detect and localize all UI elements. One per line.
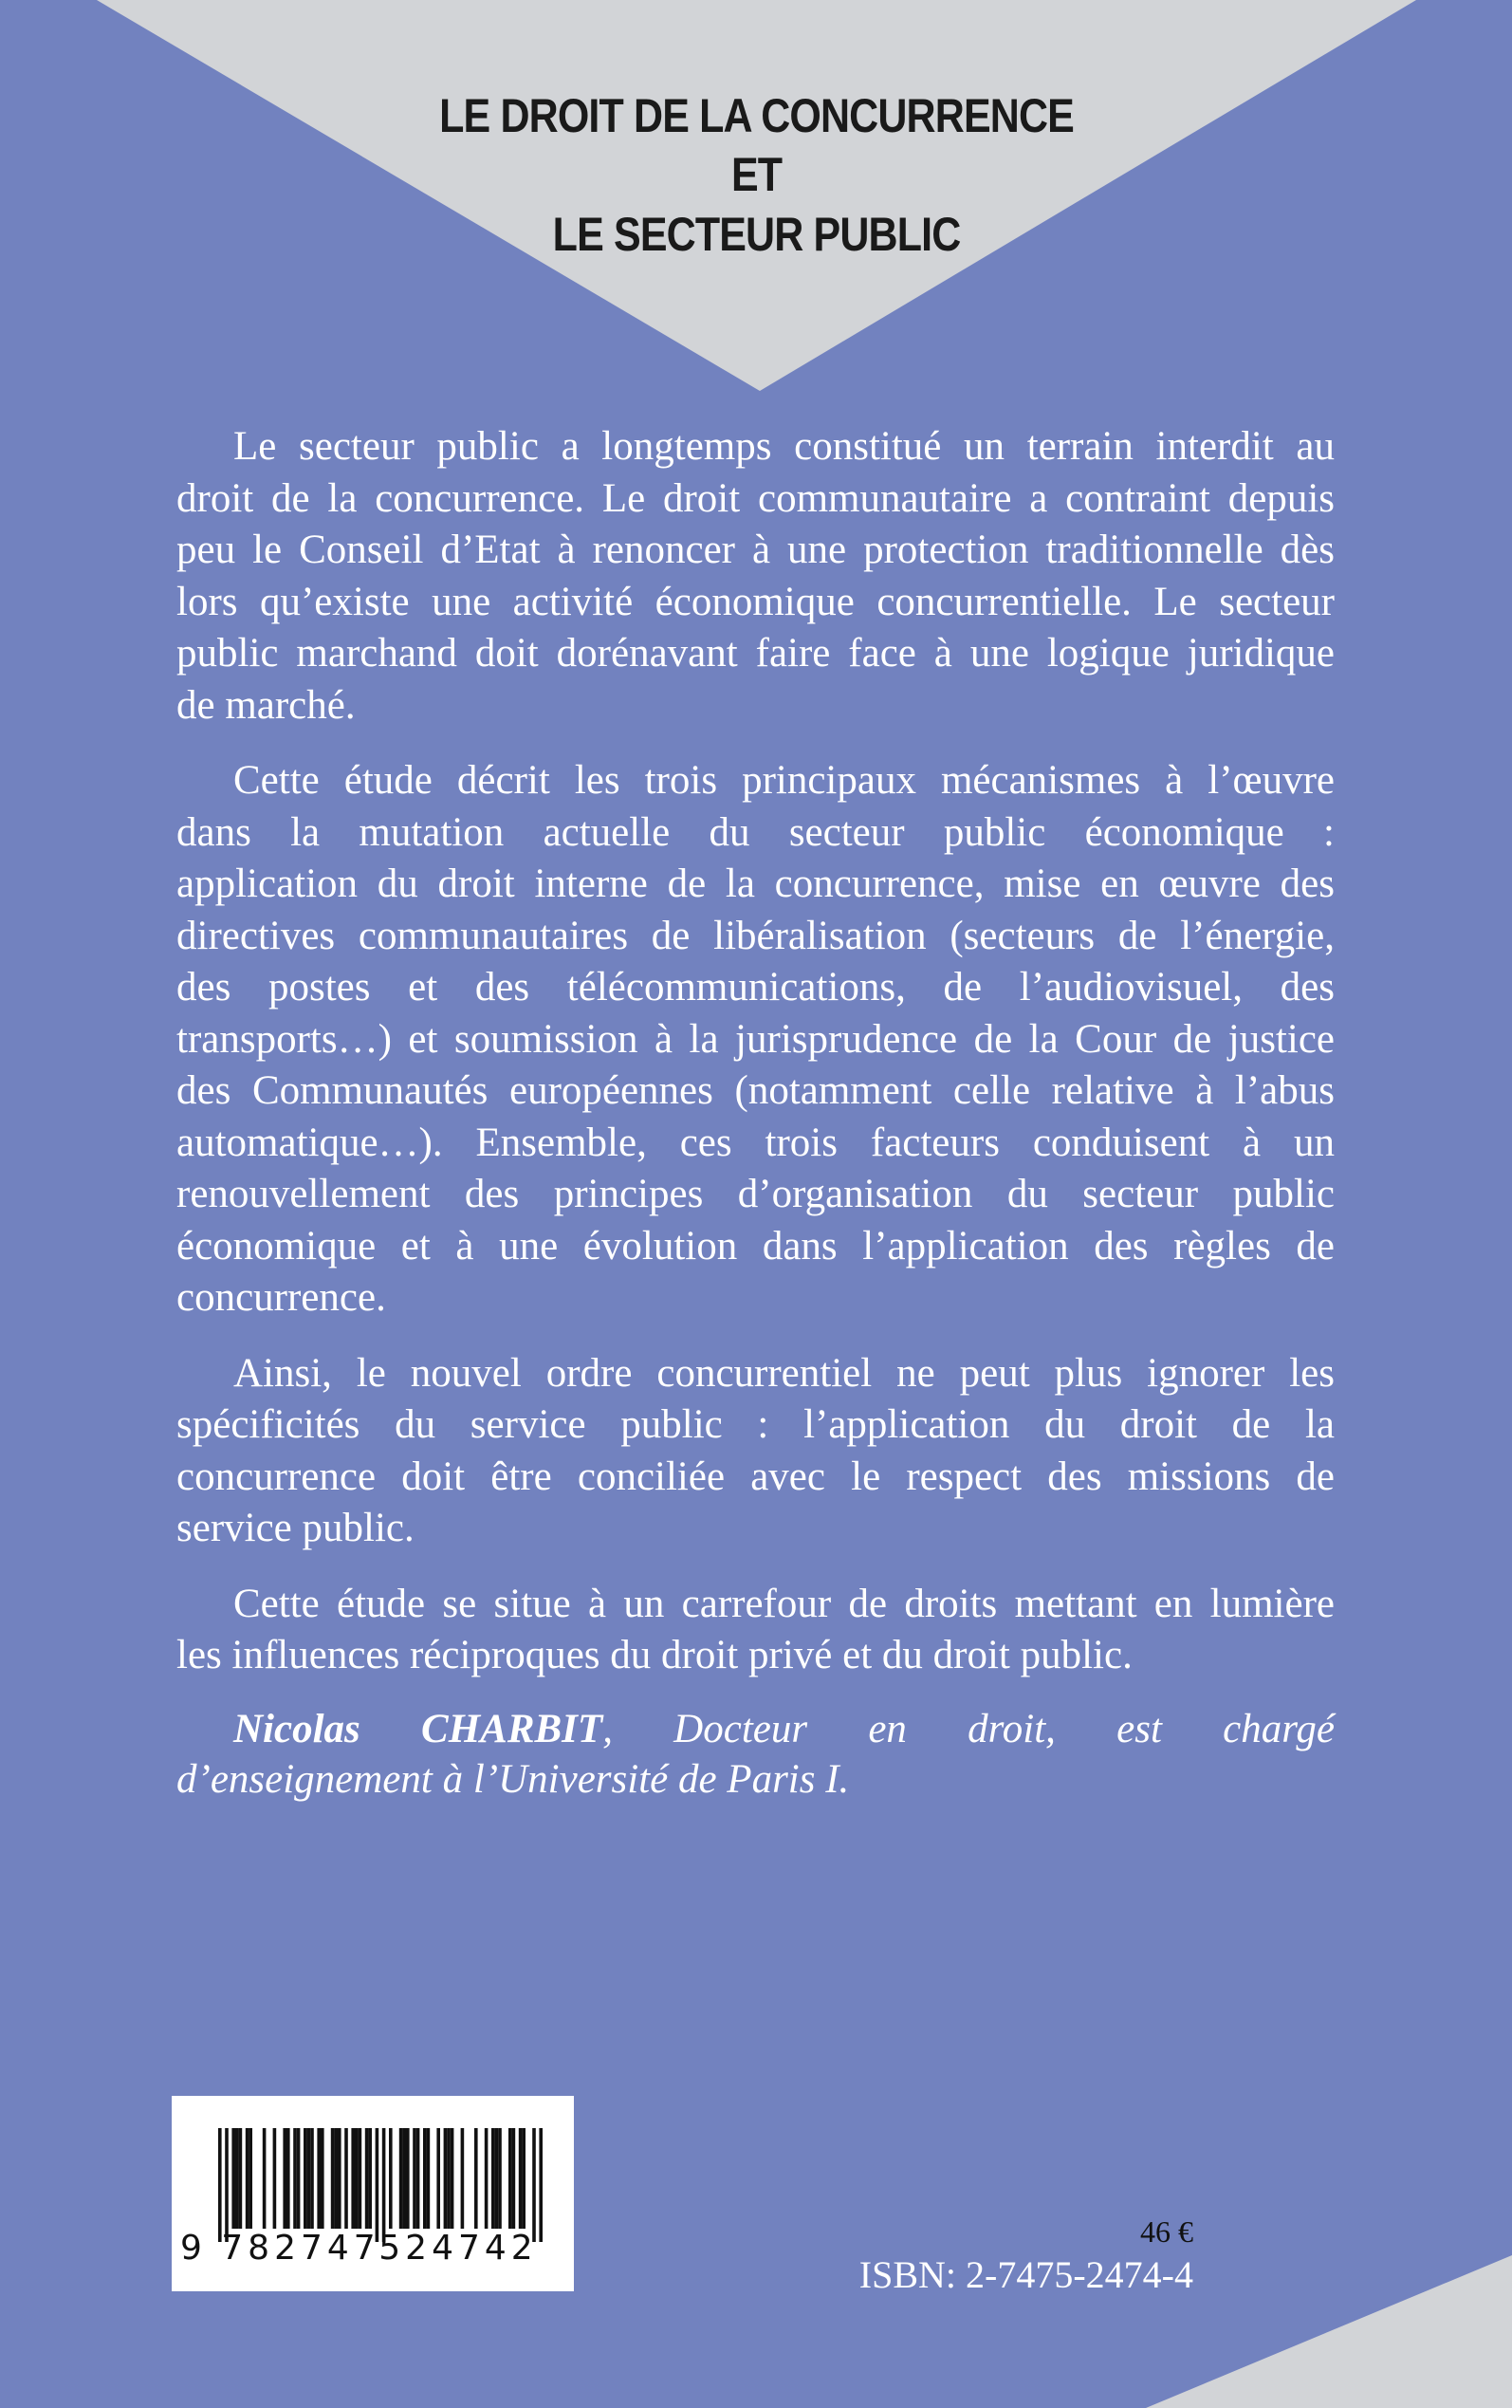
author-affiliation-text: d’enseignement à l’Université de Paris I.: [176, 1757, 850, 1802]
blurb-line: concurrence doit être conciliée avec le respect des missions de: [176, 1454, 1335, 1499]
price: 46 €: [1140, 2214, 1193, 2249]
author-line: [233, 1704, 1335, 1755]
blurb-line: transports…) et soumission à la jurisprudence de la Cour de justice: [176, 1016, 1335, 1062]
barcode-left-digits: 782747: [221, 2229, 380, 2268]
title-line-3: LE SECTEUR PUBLIC: [552, 208, 961, 261]
author-affiliation: [176, 1754, 1335, 1806]
author-name: Nicolas CHARBIT: [233, 1707, 603, 1751]
barcode-first-digit: 9: [180, 2229, 202, 2268]
blurb-line: public marchand doit dorénavant faire face à une logique juridique: [176, 631, 1335, 676]
blurb-line: économique et à une évolution dans l’application des règles de: [176, 1223, 1335, 1269]
blurb-line: Cette étude décrit les trois principaux mécanismes à l’œuvre: [233, 758, 1335, 803]
blurb-line: renouvellement des principes d’organisation du secteur public: [176, 1172, 1335, 1216]
blurb-line: lors qu’existe une activité économique concurrentielle. Le secteur: [176, 579, 1335, 624]
blurb-line: droit de la concurrence. Le droit communautaire a contraint depuis: [176, 475, 1335, 521]
blurb-line: concurrence.: [176, 1275, 386, 1320]
blurb-line: des Communautés européennes (notamment celle relative à l’abus: [176, 1068, 1335, 1113]
author-title: , Docteur en droit, est chargé: [602, 1707, 1335, 1751]
blurb-line: directives communautaires de libéralisation (secteurs de l’énergie,: [176, 913, 1335, 958]
blurb-line: peu le Conseil d’Etat à renoncer à une protection traditionnelle dès: [176, 528, 1335, 572]
blurb-line: les influences réciproques du droit privé et du droit public.: [176, 1633, 1133, 1677]
blurb-line: application du droit interne de la concurrence, mise en œuvre des: [176, 861, 1335, 906]
blurb-line: automatique…). Ensemble, ces trois facteurs conduisent à un: [176, 1120, 1335, 1165]
ean13-barcode: [172, 2096, 574, 2291]
blurb-line: Cette étude se situe à un carrefour de droits mettant en lumière: [233, 1581, 1335, 1626]
blurb-line: Le secteur public a longtemps constitué un terrain interdit au: [233, 424, 1335, 469]
title-line-2: ET: [730, 148, 783, 201]
blurb-line: de marché.: [176, 682, 356, 728]
blurb-line: service public.: [176, 1506, 415, 1550]
blurb-line: dans la mutation actuelle du secteur public économique :: [176, 809, 1335, 855]
blurb-line: Ainsi, le nouvel ordre concurrentiel ne peut plus ignorer les: [233, 1350, 1335, 1396]
barcode: [172, 2096, 574, 2291]
blurb-line: des postes et des télécommunications, de l’audiovisuel, des: [176, 965, 1335, 1010]
blurb-line: spécificités du service public : l’application du droit de la: [176, 1402, 1335, 1447]
barcode-right-digits: 524742: [378, 2229, 538, 2268]
title-line-1: LE DROIT DE LA CONCURRENCE: [439, 89, 1074, 142]
isbn: ISBN: 2-7475-2474-4: [858, 2253, 1193, 2296]
